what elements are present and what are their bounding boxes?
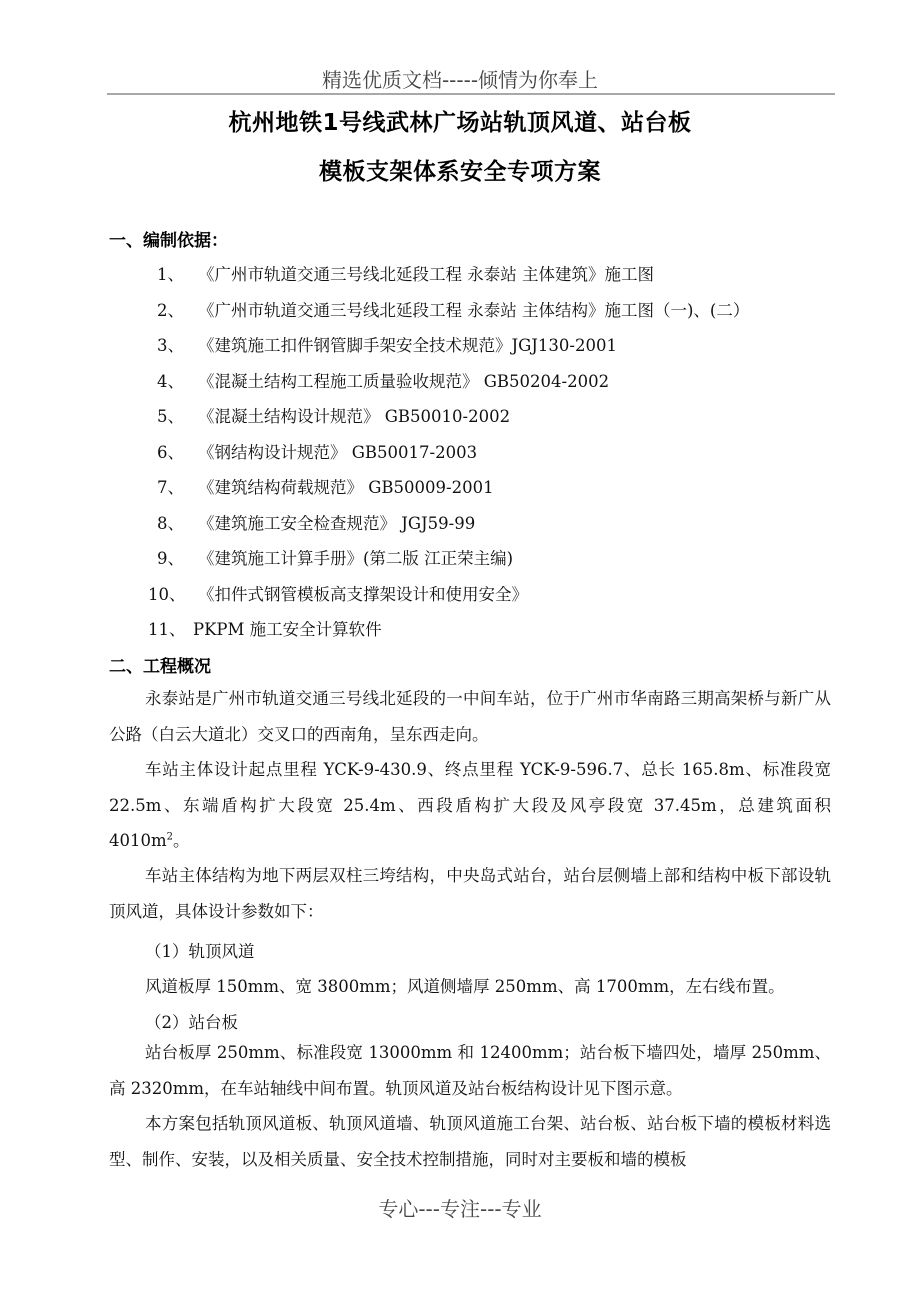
list-text: 《建筑施工安全检查规范》 JGJ59-99 <box>198 514 476 533</box>
page-header-banner: 精选优质文档-----倾情为你奉上 <box>321 68 599 92</box>
paragraph-end-mark: 。 <box>173 831 190 850</box>
paragraph-platform-slab: 站台板厚 250mm、标准段宽 13000mm 和 12400mm；站台板下墙四处，墙厚 250mm、高 2320mm，在车站轴线中间布置。轨顶风道及站台板结构设计见下图示意。 <box>109 1043 831 1098</box>
list-number: 2、 <box>157 301 184 320</box>
list-number: 10、 <box>148 585 186 604</box>
list-text: 《广州市轨道交通三号线北延段工程 永泰站 主体建筑》施工图 <box>198 265 654 284</box>
paragraph-location: 永泰站是广州市轨道交通三号线北延段的一中间车站，位于广州市华南路三期高架桥与新广从公路（白云大道北）交叉口的西南角，呈东西走向。 <box>109 689 831 744</box>
section-heading-overview: 二、工程概况 <box>109 657 211 677</box>
superscript: 2 <box>166 831 174 843</box>
list-number: 6、 <box>157 443 184 462</box>
paragraph-dimensions-text: 车站主体设计起点里程 YCK-9-430.9、终点里程 YCK-9-596.7、总长 165.8m、标准段宽 22.5m、东端盾构扩大段宽 25.4m、西段盾构扩大段及风亭段宽 37.45m，总建筑面积 4010m <box>109 760 831 850</box>
list-text: 《混凝土结构设计规范》 GB50010-2002 <box>198 407 511 426</box>
list-number: 5、 <box>157 407 184 426</box>
list-number: 9、 <box>157 549 184 568</box>
list-number: 1、 <box>157 265 184 284</box>
page-footer-banner: 专心---专注---专业 <box>378 1197 542 1221</box>
paragraph-dimensions <box>109 752 831 859</box>
list-text: 《混凝土结构工程施工质量验收规范》 GB50204-2002 <box>198 372 610 391</box>
list-text: 《钢结构设计规范》 GB50017-2003 <box>198 443 478 462</box>
list-number: 4、 <box>157 372 184 391</box>
document-title-line-2: 模板支架体系安全专项方案 <box>319 159 601 185</box>
text-rail-top-duct: 风道板厚 150mm、宽 3800mm；风道侧墙厚 250mm、高 1700mm，左右线布置。 <box>145 977 785 996</box>
list-text: 《建筑施工扣件钢管脚手架安全技术规范》JGJ130-2001 <box>198 336 617 355</box>
list-number: 11、 <box>148 620 186 639</box>
paragraph-structure: 车站主体结构为地下两层双柱三垮结构，中央岛式站台，站台层侧墙上部和结构中板下部设轨顶风道，具体设计参数如下： <box>109 866 831 921</box>
list-number: 8、 <box>157 514 184 533</box>
list-number: 7、 <box>157 478 184 497</box>
paragraph-scope: 本方案包括轨顶风道板、轨顶风道墙、轨顶风道施工台架、站台板、站台板下墙的模板材料选型、制作、安装，以及相关质量、安全技术控制措施，同时对主要板和墙的模板 <box>109 1114 831 1169</box>
header-divider <box>107 93 835 95</box>
document-title-line-1: 杭州地铁1号线武林广场站轨顶风道、站台板 <box>228 110 692 136</box>
section-heading-basis: 一、编制依据： <box>109 231 228 251</box>
subheading-rail-top-duct: （1）轨顶风道 <box>145 942 255 961</box>
list-text: 《扣件式钢管模板高支撑架设计和使用安全》 <box>198 585 528 604</box>
subheading-platform-slab: （2）站台板 <box>145 1013 238 1032</box>
list-number: 3、 <box>157 336 184 355</box>
list-text: PKPM 施工安全计算软件 <box>193 620 382 639</box>
list-text: 《广州市轨道交通三号线北延段工程 永泰站 主体结构》施工图（一)、(二） <box>198 301 750 320</box>
list-text: 《建筑结构荷载规范》 GB50009-2001 <box>198 478 494 497</box>
list-text: 《建筑施工计算手册》(第二版 江正荣主编) <box>198 549 514 568</box>
